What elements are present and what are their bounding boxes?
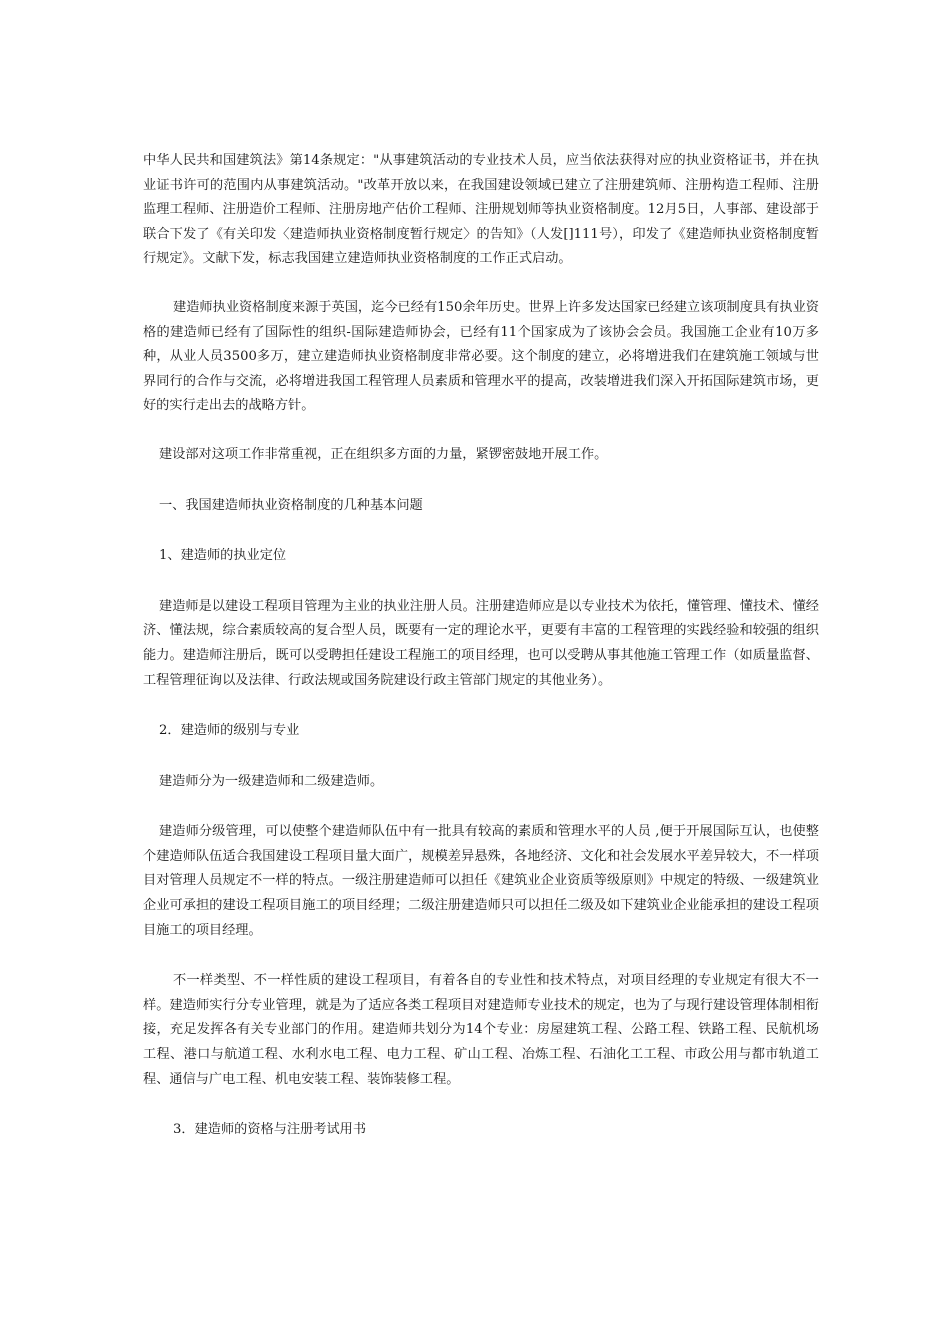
subsection-heading-1: 1、建造师的执业定位 (159, 548, 287, 564)
paragraph-specialties: 不一样类型、不一样性质的建设工程项目，有着各自的专业性和技术特点，对项目经理的专业规定有很大不一样。建造师实行分专业管理，就是为了适应各类工程项目对建造师专业技术的规定，也为了与现行建设管理体制相衔接，充足发挥各有关专业部门的作用。建造师共划分为14个专业：房屋建筑工程、公路工程、铁路工程、民航机场工程、港口与航道工程、水利水电工程、电力工程、矿山工程、冶炼工程、石油化工工程、市政公用与都市轨道工程、通信与广电工程、机电安装工程、装饰装修工程。 (143, 973, 819, 1087)
paragraph-levels: 建造师分为一级建造师和二级建造师。 (159, 773, 384, 789)
document-body (143, 149, 819, 1143)
paragraph-ministry: 建设部对这项工作非常重视，正在组织多方面的力量，紧锣密鼓地开展工作。 (159, 446, 608, 462)
subsection-heading-3: 3．建造师的资格与注册考试用书 (173, 1122, 367, 1138)
paragraph-origin: 建造师执业资格制度来源于英国，迄今已经有150余年历史。世界上许多发达国家已经建立该项制度具有执业资格的建造师已经有了国际性的组织-国际建造师协会，已经有11个国家成为了该协会会员。我国施工企业有10万多种，从业人员3500多万，建立建造师执业资格制度非常必要。这个制度的建立，必将增进我们在建筑施工领域与世界同行的合作与交流，必将增进我国工程管理人员素质和管理水平的提高，改装增进我们深入开拓国际建筑市场，更好的实行走出去的战略方针。 (143, 299, 819, 414)
paragraph-grading: 建造师分级管理，可以使整个建造师队伍中有一批具有较高的素质和管理水平的人员 ,便于开展国际互认，也使整个建造师队伍适合我国建设工程项目量大面广，规模差异悬殊，各地经济、文化和社会发展水平差异较大，不一样项目对管理人员规定不一样的特点。一级注册建造师可以担任《建筑业企业资质等级原则》中规定的特级、一级建筑业企业可承担的建设工程项目施工的项目经理；二级注册建造师只可以担任二级及如下建筑业企业能承担的建设工程项目施工的项目经理。 (143, 824, 819, 938)
paragraph-positioning: 建造师是以建设工程项目管理为主业的执业注册人员。注册建造师应是以专业技术为依托，懂管理、懂技术、懂经济、懂法规，综合素质较高的复合型人员，既要有一定的理论水平，更要有丰富的工程管理的实践经验和较强的组织能力。建造师注册后，既可以受聘担任建设工程施工的项目经理，也可以受聘从事其他施工管理工作（如质量监督、工程管理征询以及法律、行政法规或国务院建设行政主管部门规定的其他业务）。 (143, 598, 819, 688)
paragraph-intro: 中华人民共和国建筑法》第14条规定："从事建筑活动的专业技术人员，应当依法获得对应的执业资格证书，并在执业证书许可的范围内从事建筑活动。"改革开放以来，在我国建设领域已建立了注册建筑师、注册构造工程师、注册监理工程师、注册造价工程师、注册房地产估价工程师、注册规划师等执业资格制度。12月5日，人事部、建设部于联合下发了《有关印发〈建造师执业资格制度暂行规定〉的告知》（人发[]111号），印发了《建造师执业资格制度暂行规定》。文献下发，标志我国建立建造师执业资格制度的工作正式启动。 (143, 153, 819, 267)
section-heading-1: 一、我国建造师执业资格制度的几种基本问题 (159, 497, 423, 513)
subsection-heading-2: 2．建造师的级别与专业 (159, 723, 300, 739)
